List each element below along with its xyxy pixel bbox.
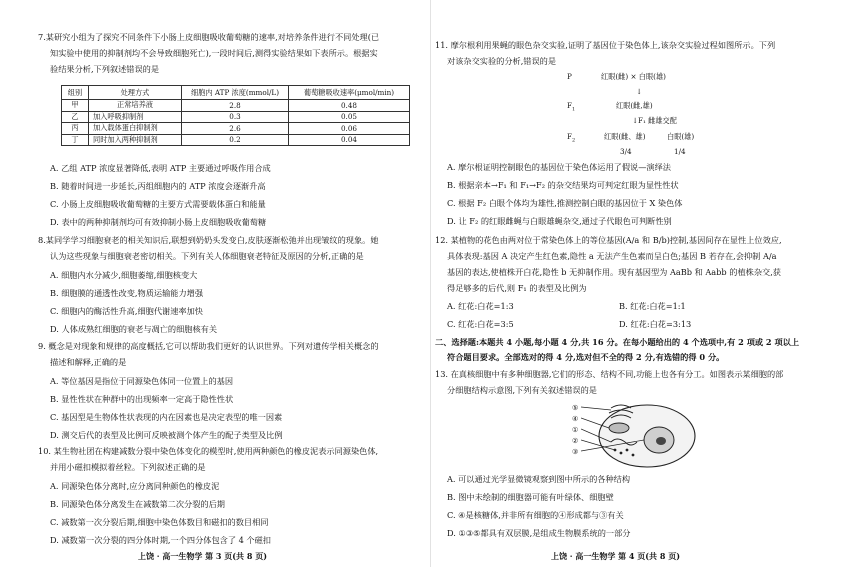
- mitochondrion-shape: [609, 423, 629, 433]
- table-header: 葡萄糖吸收速率(μmol/min): [289, 86, 410, 100]
- f2-red-phenotype: 红眼(雌、雄): [604, 132, 646, 141]
- f2-white-ratio: 1/4: [674, 147, 686, 156]
- table-row: [62, 123, 410, 135]
- q9-stem-line-2: 描述和解释,正确的是: [50, 357, 127, 367]
- structure-label-5: ③: [572, 447, 579, 456]
- q7-option-a: A. 乙组 ATP 浓度显著降低,表明 ATP 主要通过呼吸作用合成: [50, 163, 271, 173]
- table-cell: 2.8: [182, 100, 289, 112]
- q10-option-a: A. 同源染色体分离时,应分离同种颜色的橡皮泥: [50, 481, 220, 491]
- table-cell: 乙: [62, 111, 89, 123]
- table-header: 细胞内 ATP 浓度(mmol/L): [182, 86, 289, 100]
- table-cell: 丁: [62, 134, 89, 146]
- q13-stem-line-2: 分细胞结构示意图,下列有关叙述错误的是: [447, 385, 597, 395]
- q7-option-b: B. 随着时间进一步延长,丙组细胞内的 ATP 浓度会逐渐升高: [50, 181, 266, 191]
- table-cell: 0.3: [182, 111, 289, 123]
- table-row: [62, 134, 410, 146]
- q8-option-a: A. 细胞内水分减少,细胞萎缩,细胞核变大: [50, 270, 198, 280]
- leader-line: [581, 407, 611, 410]
- q7-stem-line-3: 验结果分析,下列叙述错误的是: [50, 64, 160, 74]
- table-cell: 2.6: [182, 123, 289, 135]
- q12-stem-line-4: 得足够多的后代,则 F₁ 的表型及比例为: [447, 283, 587, 293]
- q12-stem-line-1: 12. 某植物的花色由两对位于常染色体上的等位基因(A/a 和 B/b)控制,基因间存在显性上位效应,: [435, 235, 782, 245]
- q8-option-b: B. 细胞膜的通透性改变,物质运输能力增强: [50, 288, 204, 298]
- page-footer-right: 上饶 · 高一生物学 第 4 页(共 8 页): [551, 551, 680, 561]
- q11-stem-line-2: 对该杂交实验的分析,错误的是: [447, 56, 557, 66]
- q11-option-a: A. 摩尔根证明控制眼色的基因位于染色体运用了假说—演绎法: [447, 162, 671, 172]
- table-cell: 0.2: [182, 134, 289, 146]
- q8-stem-line-2: 认为这些现象与细胞衰老密切相关。下列有关人体细胞衰老特征及原因的分析,正确的是: [50, 251, 364, 261]
- f2-white-phenotype: 白眼(雄): [667, 132, 695, 141]
- table-cell: 丙: [62, 123, 89, 135]
- q9-option-c: C. 基因型是生物体性状表现的内在因素也是决定表型的唯一因素: [50, 412, 283, 422]
- generation-f1-label: $F_1$: [567, 101, 576, 113]
- q9-option-b: B. 显性性状在种群中的出现频率一定高于隐性性状: [50, 394, 234, 404]
- q11-option-c: C. 根据 F₂ 白眼个体均为雄性,推测控制白眼的基因位于 X 染色体: [447, 198, 683, 208]
- table-row: [62, 100, 410, 112]
- q7-stem-line-1: 7.某研究小组为了探究不同条件下小肠上皮细胞吸收葡萄糖的速率,对培养条件进行不同处理(已: [38, 32, 380, 42]
- table-header: 处理方式: [89, 86, 182, 100]
- q7-stem-line-2: 知实验中使用的抑制剂均不会导致细胞死亡),一段时间后,测得实验结果如下表所示。根据实: [50, 48, 378, 58]
- q12-option-d: D. 红花:白花=3:13: [619, 319, 692, 329]
- table-cell: 0.48: [289, 100, 410, 112]
- structure-label-3: ①: [572, 425, 579, 434]
- page-footer-left: 上饶 · 高一生物学 第 3 页(共 8 页): [138, 551, 267, 561]
- q10-option-b: B. 同源染色体分离发生在减数第二次分裂的后期: [50, 499, 225, 509]
- q11-option-b: B. 根据亲本→F₁ 和 F₁→F₂ 的杂交结果均可判定红眼为显性性状: [447, 180, 679, 190]
- q13-option-b: B. 图中未绘制的细胞器可能有叶绿体、细胞壁: [447, 492, 614, 502]
- ribosome-dot: [632, 454, 635, 457]
- q12-option-a: A. 红花:白花=1:3: [447, 301, 514, 311]
- generation-f2-label: $F_2$: [567, 132, 576, 144]
- down-arrow-icon: ↓: [636, 87, 643, 96]
- q8-option-d: D. 人体成熟红细胞的衰老与凋亡的细胞核有关: [50, 324, 218, 334]
- table-header: 组别: [62, 86, 89, 100]
- f2-red-ratio: 3/4: [620, 147, 632, 156]
- structure-label-2: ④: [572, 414, 579, 423]
- table-cell: 0.05: [289, 111, 410, 123]
- q10-option-d: D. 减数第一次分裂的四分体时期,一个四分体包含了 4 个磁扣: [50, 535, 271, 545]
- table-cell: 加入呼吸抑制剂: [89, 111, 182, 123]
- q13-option-d: D. ①③⑤都具有双层膜,是组成生物膜系统的一部分: [447, 528, 631, 538]
- q12-stem-line-3: 基因的表达,使植株开白花,隐性 b 无抑制作用。现有基因型为 AaBb 和 Aabb 的植株杂交,获: [447, 267, 781, 277]
- table-header-row: [62, 86, 410, 100]
- q7-option-c: C. 小肠上皮细胞吸收葡萄糖的主要方式需要载体蛋白和能量: [50, 199, 266, 209]
- table-cell: 加入载体蛋白抑制剂: [89, 123, 182, 135]
- structure-label-4: ②: [572, 436, 579, 445]
- q9-stem-line-1: 9. 概念是对现象和规律的高度概括,它可以帮助我们更好的认识世界。下列对遗传学相关概念的: [38, 341, 379, 351]
- q11-option-d: D. 让 F₂ 的红眼雌蝇与白眼雄蝇杂交,通过子代眼色可判断性别: [447, 216, 672, 226]
- q7-result-table: [61, 85, 410, 146]
- q11-stem-line-1: 11. 摩尔根利用果蝇的眼色杂交实验,证明了基因位于染色体上,该杂交实验过程如图所示。下列: [435, 40, 776, 50]
- q8-option-c: C. 细胞内的酶活性升高,细胞代谢速率加快: [50, 306, 203, 316]
- ribosome-dot: [620, 452, 623, 455]
- q12-option-c: C. 红花:白花=3:5: [447, 319, 514, 329]
- q13-option-a: A. 可以通过光学显微镜观察到图中所示的各种结构: [447, 474, 631, 484]
- q13-option-c: C. ④是核糖体,并非所有细胞的④形成都与③有关: [447, 510, 624, 520]
- q9-option-d: D. 测交后代的表型及比例可反映被测个体产生的配子类型及比例: [50, 430, 283, 440]
- q10-option-c: C. 减数第一次分裂后期,细胞中染色体数目和磁扣的数目相同: [50, 517, 269, 527]
- q7-option-d: D. 表中的两种抑制剂均可有效抑制小肠上皮细胞吸收葡萄糖: [50, 217, 267, 227]
- f1-phenotype: 红眼(雌,雄): [616, 101, 653, 110]
- structure-label-1: ⑤: [572, 403, 579, 412]
- q12-option-b: B. 红花:白花=1:1: [619, 301, 686, 311]
- f1-mating-text: ↓F₁ 雌雄交配: [632, 116, 677, 125]
- ribosome-dot: [626, 449, 629, 452]
- q13-stem-line-1: 13. 在真核细胞中有多种细胞器,它们的形态、结构不同,功能上也各有分工。如图表示某细胞的部: [435, 369, 784, 379]
- generation-p-label: P: [567, 72, 572, 81]
- table-row: [62, 111, 410, 123]
- nucleolus-shape: [656, 437, 666, 445]
- q12-stem-line-2: 具体表现:基因 A 决定产生红色素,隐性 a 无法产生色素而呈白色;基因 B 若存在,会抑制 A/a: [447, 251, 777, 261]
- table-cell: 甲: [62, 100, 89, 112]
- q9-option-a: A. 等位基因是指位于同源染色体同一位置上的基因: [50, 376, 234, 386]
- right-page: [431, 0, 861, 567]
- table-cell: 同时加入两种抑制剂: [89, 134, 182, 146]
- section-2-heading-line-2: 符合题目要求。全部选对的得 4 分,选对但不全的得 2 分,有选错的得 0 分。: [447, 352, 725, 362]
- table-cell: 0.06: [289, 123, 410, 135]
- section-2-heading-line-1: 二、选择题:本题共 4 小题,每小题 4 分,共 16 分。在每小题给出的 4 个选项中,有 2 项或 2 项以上: [435, 337, 800, 347]
- q10-stem-line-2: 并用小磁扣模拟着丝粒。下列叙述正确的是: [50, 462, 206, 472]
- q10-stem-line-1: 10. 某生物社团在构建减数分裂中染色体变化的模型时,使用两种颜色的橡皮泥表示同源染色体,: [38, 446, 379, 456]
- table-cell: 0.04: [289, 134, 410, 146]
- cell-diagram-svg: [581, 398, 701, 470]
- left-page: [0, 0, 430, 567]
- q8-stem-line-1: 8.某同学学习细胞衰老的相关知识后,联想到奶奶头发变白,皮肤逐渐松弛并出现皱纹的现象。她: [38, 235, 379, 245]
- p-cross-text: 红眼(雌) × 白眼(雄): [601, 72, 666, 81]
- table-cell: 正常培养液: [89, 100, 182, 112]
